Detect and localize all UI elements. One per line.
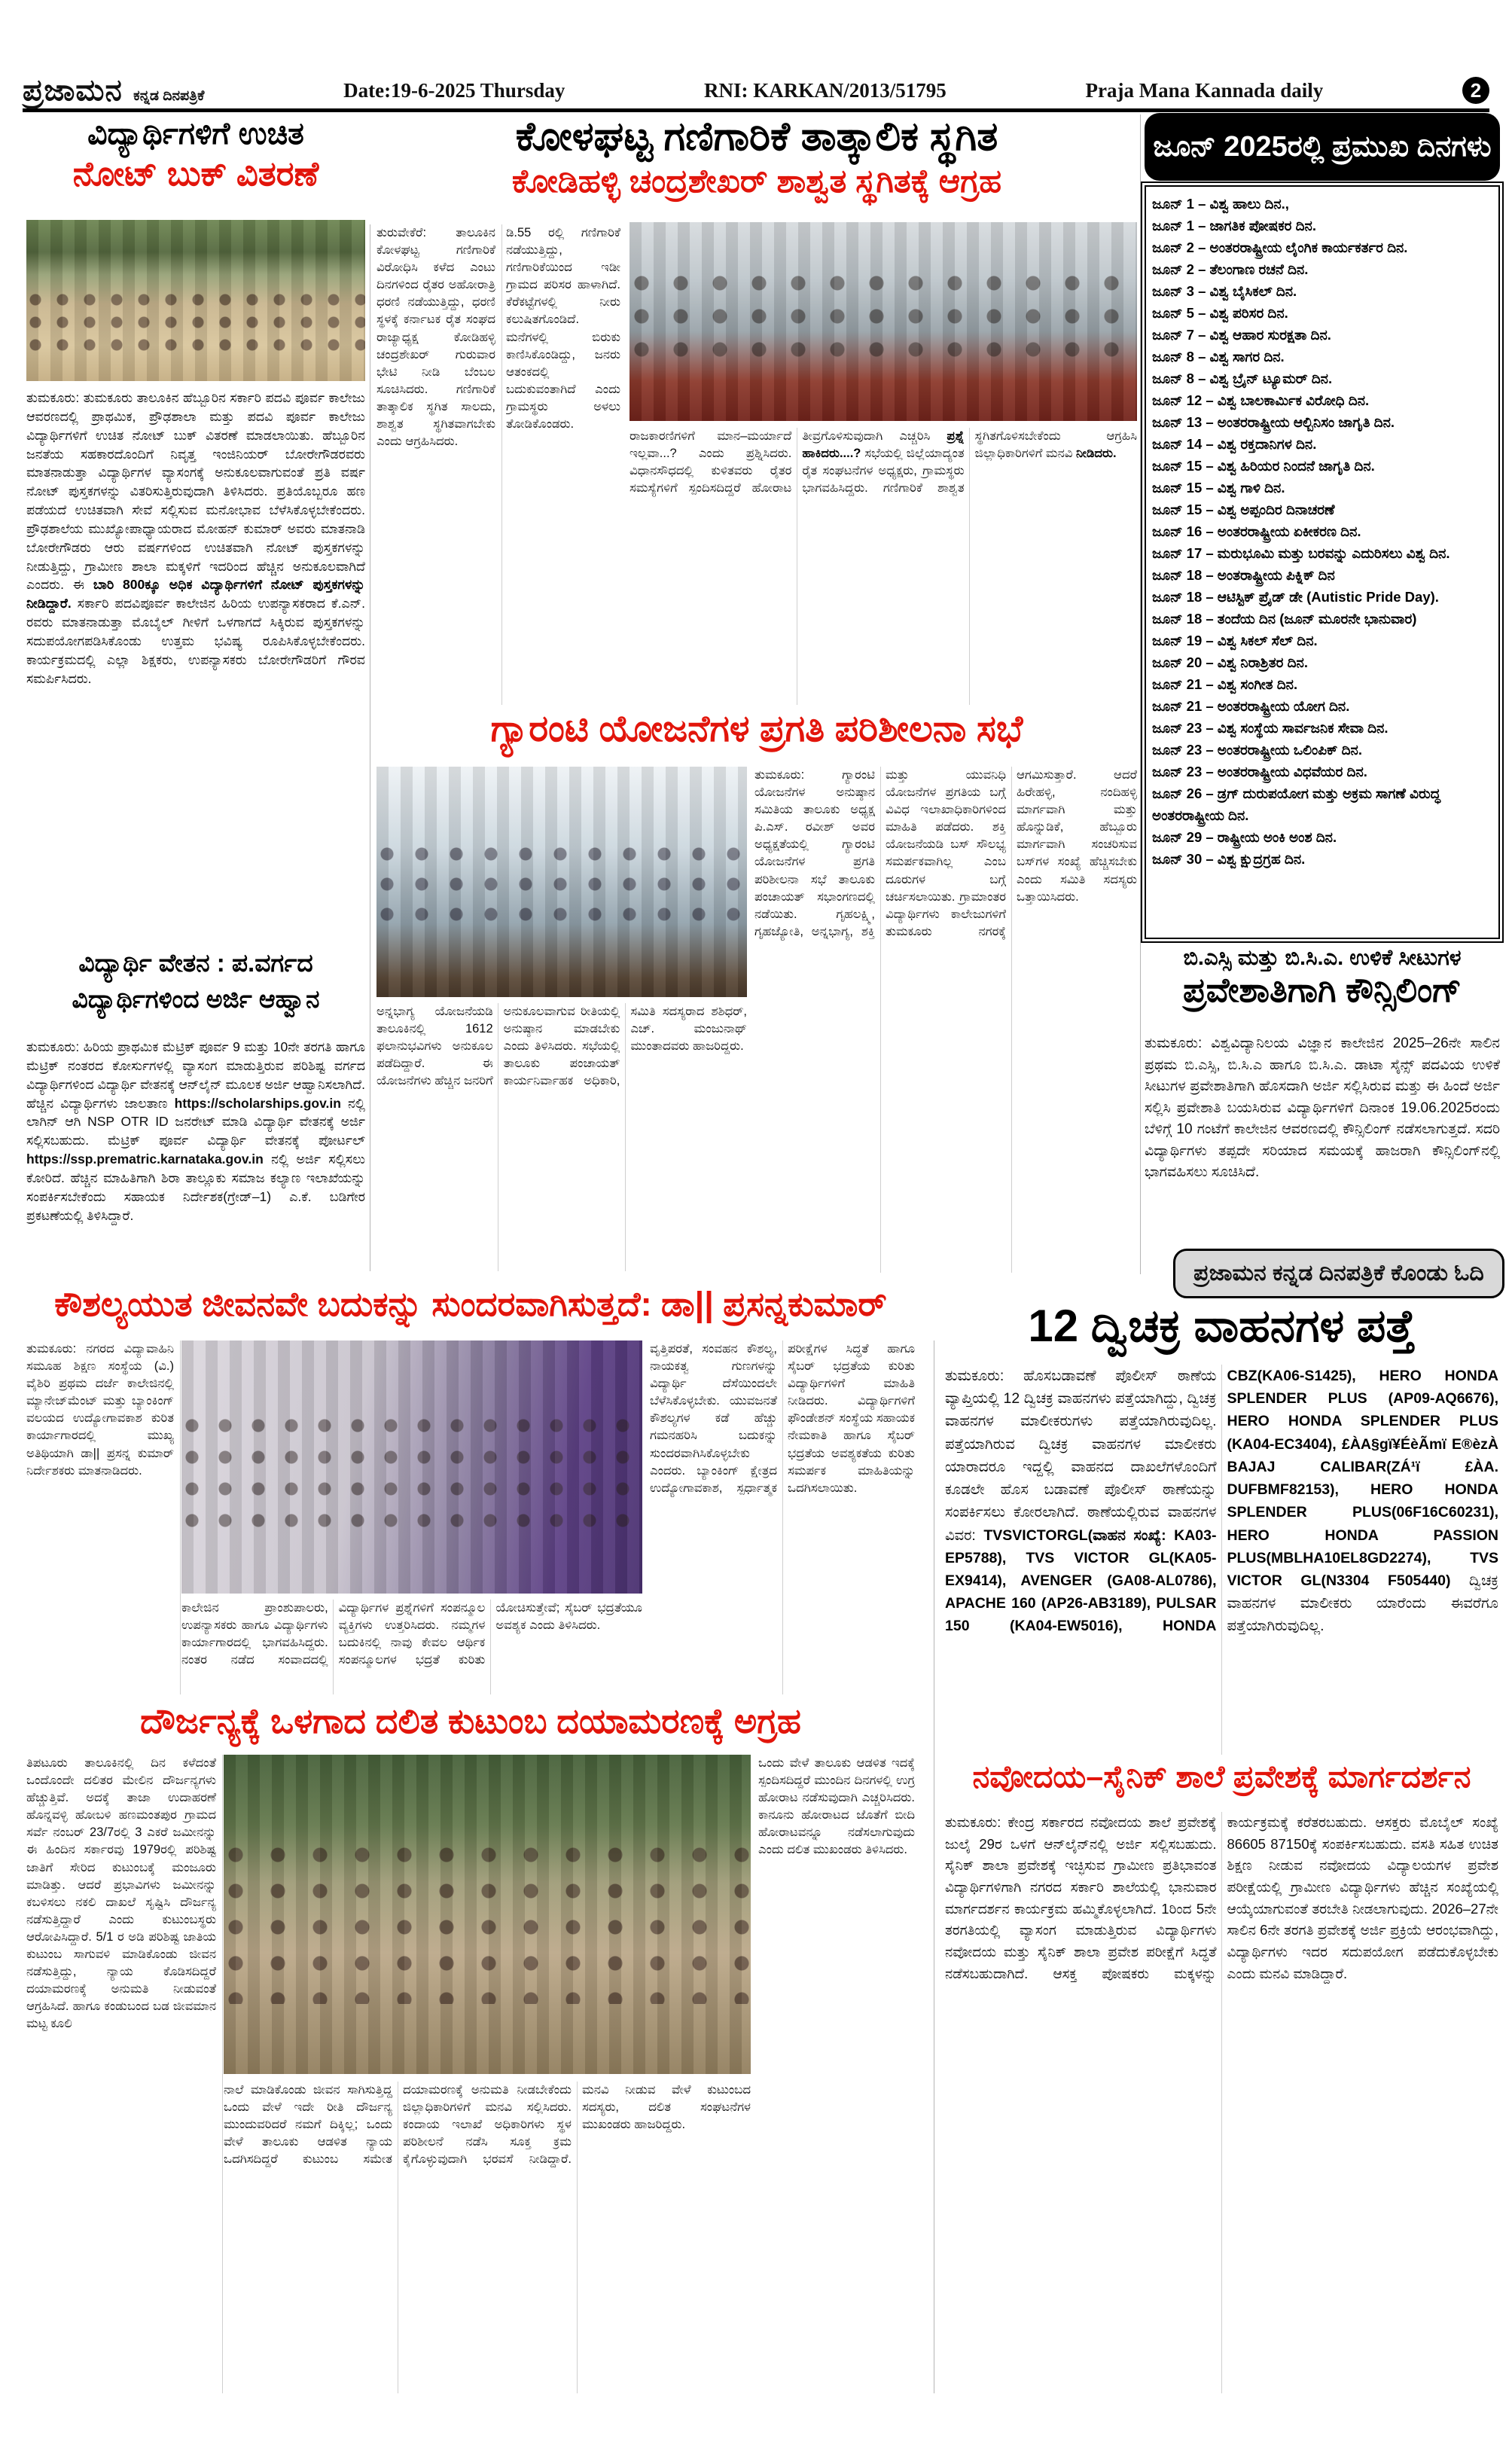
mining-col-b: ಡಿ.55 ರಲ್ಲಿ ಗಣಿಗಾರಿಕೆ ನಡೆಯುತ್ತಿದ್ದು, ಗಣಿಗಾರಿಕೆಯಿಂದ ಇಡೀ ಗ್ರಾಮದ ಪರಿಸರ ಹಾಳಾಗಿದೆ. ಕೆರೆಕಟ್ಟೆಗಳಲ್ಲಿ ನೀರು ಕಲುಷಿತಗೊಂಡಿದೆ. ಮನೆಗಳಲ್ಲಿ ಬಿರುಕು ಕಾಣಿಸಿಕೊಂಡಿದ್ದು, ಜನರು ಆತಂಕದಲ್ಲಿ ಬದುಕುವಂತಾಗಿದೆ ಎಂದು ಗ್ರಾಮಸ್ಥರು ಅಳಲು ತೋಡಿಕೊಂಡರು. xyxy=(506,226,620,432)
vehicles-outro: ದ್ವಿಚಕ್ರ ವಾಹನಗಳ ಮಾಲೀಕರು ಯಾರೆಂದು ಈವರೆಗೂ ಪತ್ತೆಯಾಗಿರುವುದಿಲ್ಲ. xyxy=(1227,1572,1498,1635)
june-day-item: ಜೂನ್ 30 – ವಿಶ್ವ ಕ್ಷುದ್ರಗ್ರಹ ದಿನ. xyxy=(1152,851,1306,867)
june-day-item: ಜೂನ್ 23 – ಅಂತರರಾಷ್ಟ್ರೀಯ ವಿಧವೆಯರ ದಿನ. xyxy=(1152,764,1367,779)
dalit-headline: ದೌರ್ಜನ್ಯಕ್ಕೆ ಒಳಗಾದ ದಲಿತ ಕುಟುಂಬ ದಯಾಮರಣಕ್ಕೆ ಅಗ್ರಹ xyxy=(140,1701,801,1740)
notebook-headline-red: ನೋಟ್ ಬುಕ್ ವಿತರಣೆ xyxy=(72,154,319,194)
buy-and-read-text: ಪ್ರಜಾಮನ ಕನ್ನಡ ದಿನಪತ್ರಿಕೆ ಕೊಂಡು ಓದಿ xyxy=(1193,1261,1484,1286)
issue-date: Date:19-6-2025 Thursday xyxy=(343,78,565,102)
scholarship-body-1: ತುಮಕೂರು: ಹಿರಿಯ ಪ್ರಾಥಮಿಕ ಮೆಟ್ರಿಕ್ ಪೂರ್ವ 9 ಮತ್ತು 10ನೇ ತರಗತಿ ಹಾಗೂ ಮೆಟ್ರಿಕ್ ನಂತರದ ಕೋರ್ಸುಗಳಲ್ಲಿ ವ್ಯಾಸಂಗ ಮಾಡುತ್ತಿರುವ ಪರಿಶಿಷ್ಟ ವರ್ಗದ ವಿದ್ಯಾರ್ಥಿಗಳಿಂದ ವಿದ್ಯಾರ್ಥಿ ವೇತನಕ್ಕೆ ಆನ್‌ಲೈನ್ ಮೂಲಕ ಅರ್ಜಿ ಆಹ್ವಾನಿಸಲಾಗಿದೆ. ಹೆಚ್ಚಿನ ವಿದ್ಯಾರ್ಥಿಗಳು ಜಾಲತಾಣ xyxy=(26,1039,365,1111)
notebook-headline-black: ವಿದ್ಯಾರ್ಥಿಗಳಿಗೆ ಉಚಿತ xyxy=(87,116,304,151)
june-day-item: ಜೂನ್ 23 – ವಿಶ್ವ ಸಂಸ್ಥೆಯ ಸಾರ್ವಜನಿಕ ಸೇವಾ ದಿನ. xyxy=(1152,720,1389,736)
buy-and-read-box xyxy=(1173,1249,1504,1298)
june-day-item: ಜೂನ್ 5 – ವಿಶ್ವ ಪರಿಸರ ದಿನ. xyxy=(1152,305,1288,321)
vehicles-article-body xyxy=(945,1365,1498,1755)
scholarship-headline xyxy=(26,945,365,1028)
paper-logo xyxy=(23,74,204,108)
paper-name-english: Praja Mana Kannada daily xyxy=(1085,78,1324,102)
scholarship-url-2: https://ssp.prematric.karnataka.gov.in xyxy=(26,1151,264,1167)
guarantee-right-columns: ತುಮಕೂರು: ಗ್ಯಾರಂಟಿ ಯೋಜನೆಗಳ ಅನುಷ್ಠಾನ ಸಮಿತಿಯ ತಾಲೂಕು ಅಧ್ಯಕ್ಷ ಪಿ.ಎಸ್. ರವೀಶ್ ಅವರ ಅಧ್ಯಕ್ಷತೆಯಲ್ಲಿ ಗ್ಯಾರಂಟಿ ಯೋಜನೆಗಳ ಪ್ರಗತಿ ಪರಿಶೀಲನಾ ಸಭೆ ತಾಲೂಕು ಪಂಚಾಯತ್ ಸಭಾಂಗಣದಲ್ಲಿ ನಡೆಯಿತು. ಗೃಹಲಕ್ಷ್ಮಿ, ಗೃಹಜ್ಯೋತಿ, ಅನ್ನಭಾಗ್ಯ, ಶಕ್ತಿ ಮತ್ತು ಯುವನಿಧಿ ಯೋಜನೆಗಳ ಪ್ರಗತಿಯ ಬಗ್ಗೆ ವಿವಿಧ ಇಲಾಖಾಧಿಕಾರಿಗಳಿಂದ ಮಾಹಿತಿ ಪಡೆದರು. ಶಕ್ತಿ ಯೋಜನೆಯಡಿ ಬಸ್ ಸೌಲಭ್ಯ ಸಮರ್ಪಕವಾಗಿಲ್ಲ ಎಂಬ ದೂರುಗಳ ಬಗ್ಗೆ ಚರ್ಚಿಸಲಾಯಿತು. ಗ್ರಾಮಾಂತರ ವಿದ್ಯಾರ್ಥಿಗಳು ಕಾಲೇಜುಗಳಿಗೆ ತುಮಕೂರು ನಗರಕ್ಕೆ ಆಗಮಿಸುತ್ತಾರೆ. ಆದರೆ ಹಿರೇಹಳ್ಳಿ, ನಂದಿಹಳ್ಳಿ ಮಾರ್ಗವಾಗಿ ಮತ್ತು ಹೊನ್ನುಡಿಕೆ, ಹೆಬ್ಬೂರು ಮಾರ್ಗವಾಗಿ ಸಂಚರಿಸುವ ಬಸ್‌ಗಳ ಸಂಖ್ಯೆ ಹೆಚ್ಚಿಸಬೇಕು ಎಂದು ಸಮಿತಿ ಸದಸ್ಯರು ಒತ್ತಾಯಿಸಿದರು. xyxy=(754,768,1137,938)
vehicles-list-1: TVSVICTORGL(ವಾಹನ ಸಂಖ್ಯೆ: KA03-EP5788), TVS VICTOR GL(KA05-EX9414), AVENGER (GA08-AL0786), APACHE 160 (AP26-AB3189), xyxy=(945,1527,1217,1612)
guarantee-headline: ಗ್ಯಾರಂಟಿ ಯೋಜನೆಗಳ ಪ್ರಗತಿ ಪರಿಶೀಲನಾ ಸಭೆ xyxy=(490,709,1023,749)
mining-headline xyxy=(376,113,1137,203)
june-day-item: ಜೂನ್ 18 – ಆಟಿಸ್ಟಿಕ್ ಪ್ರೈಡ್ ಡೇ (Autistic Pride Day). xyxy=(1152,589,1439,605)
photo-mining-protest-officials xyxy=(629,222,1137,421)
counselling-headline-1: ಬಿ.ಎಸ್ಸಿ ಮತ್ತು ಬಿ.ಸಿ.ಎ. ಉಳಿಕೆ ಸೀಟುಗಳ xyxy=(1183,946,1462,970)
june-day-item: ಜೂನ್ 26 – ಡ್ರಗ್ ದುರುಪಯೋಗ ಮತ್ತು ಅಕ್ರಮ ಸಾಗಣೆ ವಿರುದ್ಧ ಅಂತರರಾಷ್ಟ್ರೀಯ ದಿನ. xyxy=(1152,785,1441,823)
paper-logo-kannada: ಪ್ರಜಾಮನ xyxy=(23,73,123,107)
mining-headline-black: ಕೋಳಘಟ್ಟ ಗಣಿಗಾರಿಕೆ ತಾತ್ಕಾಲಿಕ ಸ್ಥಗಿತ xyxy=(515,114,998,159)
june-day-item: ಜೂನ್ 21 – ವಿಶ್ವ ಸಂಗೀತ ದಿನ. xyxy=(1152,676,1298,692)
june-day-item: ಜೂನ್ 7 – ವಿಶ್ವ ಆಹಾರ ಸುರಕ್ಷತಾ ದಿನ. xyxy=(1152,327,1331,343)
mining-under-1: ರಾಜಕಾರಣಿಗಳಿಗೆ ಮಾನ–ಮರ್ಯಾದೆ ಇಲ್ಲವಾ...? ಎಂದು ಪ್ರಶ್ನಿಸಿದರು. ವಿಧಾನಸೌಧದಲ್ಲಿ ಕುಳಿತವರು ರೈತರ ಸಮಸ್ಯೆಗಳಿಗೆ ಸ್ಪಂದಿಸದಿದ್ದರೆ ಹೋರಾಟ ತೀವ್ರಗೊಳಿಸುವುದಾಗಿ ಎಚ್ಚರಿಸಿ xyxy=(629,429,947,496)
scholarship-headline-1: ವಿದ್ಯಾರ್ಥಿ ವೇತನ : ಪ.ವರ್ಗದ xyxy=(78,949,313,977)
june-day-item: ಜೂನ್ 15 – ವಿಶ್ವ ಗಾಳಿ ದಿನ. xyxy=(1152,480,1285,496)
june-day-item: ಜೂನ್ 3 – ವಿಶ್ವ ಬೈಸಿಕಲ್ ದಿನ. xyxy=(1152,283,1297,299)
june-day-item: ಜೂನ್ 8 – ವಿಶ್ವ ಬ್ರೈನ್ ಟ್ಯೂಮರ್ ದಿನ. xyxy=(1152,371,1333,386)
june-day-item: ಜೂನ್ 15 – ವಿಶ್ವ ಹಿರಿಯರ ನಿಂದನೆ ಜಾಗೃತಿ ದಿನ. xyxy=(1152,458,1375,474)
mining-bold-question: ಪ್ರಶ್ನೆ ಹಾಕಿದರು....? xyxy=(802,429,965,461)
scholarship-url-1: https://scholarships.gov.in xyxy=(174,1095,341,1111)
rni-number: RNI: KARKAN/2013/51795 xyxy=(704,78,947,102)
navodaya-headline: ನವೋದಯ–ಸೈನಿಕ್ ಶಾಲೆ ಪ್ರವೇಶಕ್ಕೆ ಮಾರ್ಗದರ್ಶನ xyxy=(972,1759,1471,1794)
june-day-item: ಜೂನ್ 2 – ತೆಲಂಗಾಣ ರಚನೆ ದಿನ. xyxy=(1152,261,1309,277)
june-day-item: ಜೂನ್ 1 – ವಿಶ್ವ ಹಾಲು ದಿನ., xyxy=(1152,196,1289,212)
notebook-body-2: ಸರ್ಕಾರಿ ಪದವಿಪೂರ್ವ ಕಾಲೇಜಿನ ಹಿರಿಯ ಉಪನ್ಯಾಸಕರಾದ ಕೆ.ಎನ್. ರವರು ಮಾತನಾಡುತ್ತಾ ಮೊಬೈಲ್ ಗೀಳಿಗೆ ಒಳಗಾಗದೆ ಸಿಕ್ಕಿರುವ ಪುಸ್ತಕಗಳನ್ನು ಸದುಪಯೋಗಪಡಿಸಿಕೊಂಡು ಉತ್ತಮ ಭವಿಷ್ಯ ರೂಪಿಸಿಕೊಳ್ಳಬೇಕೆಂದರು. ಕಾರ್ಯಕ್ರಮದಲ್ಲಿ ಎಲ್ಲಾ ಶಿಕ್ಷಕರು, ಉಪನ್ಯಾಸಕರು ಬೋರೇಗೌಡರಿಗೆ ಗೌರವ ಸಮರ್ಪಿಸಿದರು. xyxy=(26,596,365,686)
scholarship-article-body xyxy=(26,1038,365,1273)
dalit-col-right: ಒಂದು ವೇಳೆ ತಾಲೂಕು ಆಡಳಿತ ಇದಕ್ಕೆ ಸ್ಪಂದಿಸದಿದ್ದರೆ ಮುಂದಿನ ದಿನಗಳಲ್ಲಿ ಉಗ್ರ ಹೋರಾಟ ನಡೆಸುವುದಾಗಿ ಎಚ್ಚರಿಸಿದರು. ಕಾನೂನು ಹೋರಾಟದ ಜೊತೆಗೆ ಬೀದಿ ಹೋರಾಟವನ್ನೂ ನಡೆಸಲಾಗುವುದು ಎಂದು ದಲಿತ ಮುಖಂಡರು ತಿಳಿಸಿದರು. xyxy=(758,1756,915,1857)
skill-col-1: ತುಮಕೂರು: ನಗರದ ವಿದ್ಯಾವಾಹಿನಿ ಸಮೂಹ ಶಿಕ್ಷಣ ಸಂಸ್ಥೆಯ (ವಿ.) ವೈಶಿರಿ ಪ್ರಥಮ ದರ್ಜೆ ಕಾಲೇಜಿನಲ್ಲಿ ಮ್ಯಾನೇಜ್‌ಮೆಂಟ್ ಮತ್ತು ಬ್ಯಾಂಕಿಂಗ್ ವಲಯದ ಉದ್ಯೋಗಾವಕಾಶ ಕುರಿತ ಕಾರ್ಯಾಗಾರದಲ್ಲಿ ಮುಖ್ಯ ಅತಿಥಿಯಾಗಿ ಡಾ|| ಪ್ರಸನ್ನ ಕುಮಾರ್ ನಿರ್ದೇಶಕರು ಮಾತನಾಡಿದರು. xyxy=(26,1341,181,1694)
column-rule-sidebar xyxy=(1140,114,1141,1274)
june-day-item: ಜೂನ್ 1 – ಜಾಗತಿಕ ಪೋಷಕರ ದಿನ. xyxy=(1152,218,1316,233)
vehicles-list-2: PULSAR 150 (KA04-EW5016), HONDA CBZ(KA06-S1425), HERO HONDA SPLENDER PLUS (AP09-AQ6676), HERO HONDA SPLENDER PLUS (KA04-EC3404), £ÀA§gï¥ÉèÃmï E®èzÀ BAJAJ CALIBAR(ZÁ¹ï £ÀA. DUFBMF82153), HERO HONDA SPLENDER PLUS(06F16C60231), HERO HONDA PASSION PLUS(MBLHA10EL8GD2274), TVS VICTOR GL(N3304 F505440) xyxy=(945,1368,1498,1635)
june-day-item: ಜೂನ್ 8 – ವಿಶ್ವ ಸಾಗರ ದಿನ. xyxy=(1152,349,1285,364)
dalit-col-1: ತಿಪಟೂರು ತಾಲೂಕಿನಲ್ಲಿ ದಿನ ಕಳೆದಂತೆ ಒಂದೊಂದೇ ದಲಿತರ ಮೇಲಿನ ದೌರ್ಜನ್ಯಗಳು ಹೆಚ್ಚುತ್ತಿವೆ. ಅದಕ್ಕೆ ತಾಜಾ ಉದಾಹರಣೆ ಹೊನ್ನವಳ್ಳಿ ಹೋಬಳಿ ಹಣಮಂತಪುರ ಗ್ರಾಮದ ಸರ್ವೆ ನಂಬರ್ 23/7ರಲ್ಲಿ 3 ಎಕರೆ ಜಮೀನನ್ನು ಈ ಹಿಂದಿನ ಸರ್ಕಾರವು 1979ರಲ್ಲಿ ಪರಿಶಿಷ್ಟ ಜಾತಿಗೆ ಸೇರಿದ ಕುಟುಂಬಕ್ಕೆ ಮಂಜೂರು ಮಾಡಿತ್ತು. ಆದರೆ ಪ್ರಭಾವಿಗಳು ಜಮೀನನ್ನು ಕಬಳಿಸಲು ನಕಲಿ ದಾಖಲೆ ಸೃಷ್ಟಿಸಿ ದೌರ್ಜನ್ಯ ನಡೆಸುತ್ತಿದ್ದಾರೆ ಎಂದು ಕುಟುಂಬಸ್ಥರು ಆರೋಪಿಸಿದ್ದಾರೆ. 5/1 ರ ಅಡಿ ಪರಿಶಿಷ್ಟ ಜಾತಿಯ ಕುಟುಂಬ ಸಾಗುವಳಿ ಮಾಡಿಕೊಂಡು ಜೀವನ ನಡೆಸುತ್ತಿದ್ದು, ನ್ಯಾಯ ಕೊಡಿಸದಿದ್ದರೆ ದಯಾಮರಣಕ್ಕೆ ಅನುಮತಿ ನೀಡುವಂತೆ ಆಗ್ರಹಿಸಿದೆ. ಹಾಗೂ ಕಂಡುಬಂದ ಬಡ ಜೀವಮಾನ ಮಟ್ಟ ಕೂಲಿ xyxy=(26,1755,223,2393)
masthead xyxy=(23,72,1489,112)
mining-under-photo-text xyxy=(629,428,1137,705)
photo-guarantee-review-meeting xyxy=(376,767,747,997)
june-days-list xyxy=(1152,193,1492,870)
mining-under-2: ಸಭೆಯಲ್ಲಿ ಜಿಲ್ಲೆಯಾದ್ಯಂತ ರೈತ ಸಂಘಟನೆಗಳ ಅಧ್ಯಕ್ಷರು, ಗ್ರಾಮಸ್ಥರು ಭಾಗವಹಿಸಿದ್ದರು. ಗಣಿಗಾರಿಕೆ ಶಾಶ್ವತ ಸ್ಥಗಿತಗೊಳಿಸಬೇಕೆಂದು ಆಗ್ರಹಿಸಿ ಜಿಲ್ಲಾಧಿಕಾರಿಗಳಿಗೆ ಮನವಿ xyxy=(802,429,1137,496)
skill-headline: ಕೌಶಲ್ಯಯುತ ಜೀವನವೇ ಬದುಕನ್ನು ಸುಂದರವಾಗಿಸುತ್ತದೆ: ಡಾ|| ಪ್ರಸನ್ನಕುಮಾರ್ xyxy=(54,1285,887,1323)
counselling-headline-2: ಪ್ರವೇಶಾತಿಗಾಗಿ ಕೌನ್ಸಿಲಿಂಗ್ xyxy=(1182,971,1462,1009)
june-days-title-text: ಜೂನ್ 2025ರಲ್ಲಿ ಪ್ರಮುಖ ದಿನಗಳು xyxy=(1153,130,1492,163)
skill-cols-2: ವೃತ್ತಿಪರತೆ, ಸಂವಹನ ಕೌಶಲ್ಯ, ನಾಯಕತ್ವ ಗುಣಗಳನ್ನು ವಿದ್ಯಾರ್ಥಿ ದೆಸೆಯಿಂದಲೇ ಬೆಳೆಸಿಕೊಳ್ಳಬೇಕು. ಯುವಜನತೆ ಕೌಶಲ್ಯಗಳ ಕಡೆ ಹೆಚ್ಚು ಗಮನಹರಿಸಿ ಬದುಕನ್ನು ಸುಂದರವಾಗಿಸಿಕೊಳ್ಳಬೇಕು ಎಂದರು. ಬ್ಯಾಂಕಿಂಗ್ ಕ್ಷೇತ್ರದ ಉದ್ಯೋಗಾವಕಾಶ, ಸ್ಪರ್ಧಾತ್ಮಕ ಪರೀಕ್ಷೆಗಳ ಸಿದ್ಧತೆ ಹಾಗೂ ಸೈಬರ್ ಭದ್ರತೆಯ ಕುರಿತು ವಿದ್ಯಾರ್ಥಿಗಳಿಗೆ ಮಾಹಿತಿ ನೀಡಿದರು. ವಿದ್ಯಾರ್ಥಿಗಳಿಗೆ ಫೌಂಡೇಶನ್ ಸಂಸ್ಥೆಯ ಸಹಾಯಕ ನೇಮಕಾತಿ ಹಾಗೂ ಸೈಬರ್ ಭದ್ರತೆಯ ಅವಶ್ಯಕತೆಯ ಕುರಿತು ಸಮರ್ಪಕ ಮಾಹಿತಿಯನ್ನು ಒದಗಿಸಲಾಯಿತು. xyxy=(650,1342,915,1495)
june-day-item: ಜೂನ್ 14 – ವಿಶ್ವ ರಕ್ತದಾನಿಗಳ ದಿನ. xyxy=(1152,436,1317,452)
notebook-body-1: ತುಮಕೂರು: ತುಮಕೂರು ತಾಲೂಕಿನ ಹೆಬ್ಬೂರಿನ ಸರ್ಕಾರಿ ಪದವಿ ಪೂರ್ವ ಕಾಲೇಜು ಆವರಣದಲ್ಲಿ ಪ್ರಾಥಮಿಕ, ಪ್ರೌಢಶಾಲಾ ಮತ್ತು ಪದವಿ ಪೂರ್ವ ಕಾಲೇಜು ವಿದ್ಯಾರ್ಥಿಗಳಿಗೆ ಉಚಿತ ನೋಟ್ ಬುಕ್ ವಿತರಣೆ ಮಾಡಲಾಯಿತು. ಹೆಬ್ಬೂರಿನ ಜನತೆಯ ಸಹಕಾರದೊಂದಿಗೆ ನಿವೃತ್ತ ಇಂಜಿನಿಯರ್ ಬೋರೇಗೌಡರವರು ಮಾತನಾಡುತ್ತಾ ವಿದ್ಯಾರ್ಥಿಗಳ ವ್ಯಾಸಂಗಕ್ಕೆ ಅನುಕೂಲವಾಗುವಂತೆ ಪ್ರತಿ ವರ್ಷ ನೋಟ್ ಪುಸ್ತಕಗಳನ್ನು ವಿತರಿಸುತ್ತಿರುವುದಾಗಿ ತಿಳಿಸಿದರು. ಪ್ರತಿಯೊಬ್ಬರೂ ಹಣ ಪಡೆಯದೆ ಉಚಿತವಾಗಿ ಸೇವೆ ಸಲ್ಲಿಸುವ ಮನೋಭಾವ ಬೆಳೆಸಿಕೊಳ್ಳಬೇಕೆಂದರು. ಪ್ರೌಢಶಾಲೆಯ ಮುಖ್ಯೋಪಾಧ್ಯಾಯರಾದ ಮೋಹನ್ ಕುಮಾರ್ ಅವರು ಮಾತನಾಡಿ ಬೋರೇಗೌಡರು ಆರು ವರ್ಷಗಳಿಂದ ಉಚಿತವಾಗಿ ನೋಟ್ ಪುಸ್ತಕಗಳನ್ನು ನೀಡುತ್ತಿದ್ದು, ಗ್ರಾಮೀಣ ಶಾಲಾ ಮಕ್ಕಳಿಗೆ ಇದರಿಂದ ಹೆಚ್ಚಿನ ಅನುಕೂಲವಾಗಿದೆ ಎಂದರು. ಈ xyxy=(26,390,365,593)
counselling-headline xyxy=(1145,946,1500,1029)
june-day-item: ಜೂನ್ 18 – ಅಂತರಾಷ್ಟ್ರೀಯ ಪಿಕ್ನಿಕ್ ದಿನ xyxy=(1152,567,1335,583)
photo-dalit-family xyxy=(224,1755,751,2074)
mining-col-a: ತುರುವೇಕೆರೆ: ತಾಲೂಕಿನ ಕೋಳಘಟ್ಟ ಗಣಿಗಾರಿಕೆ ವಿರೋಧಿಸಿ ಕಳೆದ ಎಂಟು ದಿನಗಳಿಂದ ರೈತರ ಅಹೋರಾತ್ರಿ ಧರಣಿ ನಡೆಯುತ್ತಿದ್ದು, ಧರಣಿ ಸ್ಥಳಕ್ಕೆ ಕರ್ನಾಟಕ ರೈತ ಸಂಘದ ರಾಜ್ಯಾಧ್ಯಕ್ಷ ಕೋಡಿಹಳ್ಳಿ ಚಂದ್ರಶೇಖರ್ ಗುರುವಾರ ಭೇಟಿ ನೀಡಿ ಬೆಂಬಲ ಸೂಚಿಸಿದರು. ಗಣಿಗಾರಿಕೆ ತಾತ್ಕಾಲಿಕ ಸ್ಥಗಿತ ಸಾಲದು, ಶಾಶ್ವತ ಸ್ಥಗಿತವಾಗಬೇಕು ಎಂದು ಆಗ್ರಹಿಸಿದರು. xyxy=(376,224,502,705)
june-day-item: ಜೂನ್ 12 – ವಿಶ್ವ ಬಾಲಕಾರ್ಮಿಕ ವಿರೋಧಿ ದಿನ. xyxy=(1152,392,1370,408)
skill-under-photo-text: ಕಾಲೇಜಿನ ಪ್ರಾಂಶುಪಾಲರು, ಉಪನ್ಯಾಸಕರು ಹಾಗೂ ವಿದ್ಯಾರ್ಥಿಗಳು ಕಾರ್ಯಾಗಾರದಲ್ಲಿ ಭಾಗವಹಿಸಿದ್ದರು. ನಂತರ ನಡೆದ ಸಂವಾದದಲ್ಲಿ ವಿದ್ಯಾರ್ಥಿಗಳ ಪ್ರಶ್ನೆಗಳಿಗೆ ಸಂಪನ್ಮೂಲ ವ್ಯಕ್ತಿಗಳು ಉತ್ತರಿಸಿದರು. ನಮ್ಮಗಳ ಬದುಕಿನಲ್ಲಿ ನಾವು ಕೇವಲ ಆರ್ಥಿಕ ಸಂಪನ್ಮೂಲಗಳ ಭದ್ರತೆ ಕುರಿತು ಯೋಚಿಸುತ್ತೇವೆ; ಸೈಬರ್ ಭದ್ರತೆಯೂ ಅವಶ್ಯಕ ಎಂದು ತಿಳಿಸಿದರು. xyxy=(181,1601,642,1667)
june-day-item: ಜೂನ್ 29 – ರಾಷ್ಟ್ರೀಯ ಅಂಕಿ ಅಂಶ ದಿನ. xyxy=(1152,829,1337,845)
june-day-item: ಜೂನ್ 2 – ಅಂತರರಾಷ್ಟ್ರೀಯ ಲೈಂಗಿಕ ಕಾರ್ಯಕರ್ತರ ದಿನ. xyxy=(1152,239,1408,255)
guarantee-under-columns: ಅನ್ನಭಾಗ್ಯ ಯೋಜನೆಯಡಿ ತಾಲೂಕಿನಲ್ಲಿ 1612 ಫಲಾನುಭವಿಗಳು ಅನುಕೂಲ ಪಡೆದಿದ್ದಾರೆ. ಈ ಯೋಜನೆಗಳು ಹೆಚ್ಚಿನ ಜನರಿಗೆ ಅನುಕೂಲವಾಗುವ ರೀತಿಯಲ್ಲಿ ಅನುಷ್ಠಾನ ಮಾಡಬೇಕು ಎಂದು ತಿಳಿಸಿದರು. ಸಭೆಯಲ್ಲಿ ತಾಲೂಕು ಪಂಚಾಯತ್ ಕಾರ್ಯನಿರ್ವಾಹಕ ಅಧಿಕಾರಿ, ಸಮಿತಿ ಸದಸ್ಯರಾದ ಶಶಿಧರ್, ಎಚ್. ಮಂಜುನಾಥ್ ಮುಂತಾದವರು ಹಾಜರಿದ್ದರು. xyxy=(376,1005,747,1088)
june-days-title xyxy=(1145,113,1500,181)
counselling-article-body: ತುಮಕೂರು: ವಿಶ್ವವಿದ್ಯಾನಿಲಯ ವಿಜ್ಞಾನ ಕಾಲೇಜಿನ 2025–26ನೇ ಸಾಲಿನ ಪ್ರಥಮ ಬಿ.ಎಸ್ಸಿ, ಬಿ.ಸಿ.ಎ ಹಾಗೂ ಬಿ.ಸಿ.ಎ. ಡಾಟಾ ಸೈನ್ಸ್ ಪದವಿಯ ಉಳಿಕೆ ಸೀಟುಗಳ ಪ್ರವೇಶಾತಿಗಾಗಿ ಹೊಸದಾಗಿ ಅರ್ಜಿ ಸಲ್ಲಿಸಿರುವ ಮತ್ತು ಈ ಹಿಂದೆ ಅರ್ಜಿ ಸಲ್ಲಿಸಿ ಪ್ರವೇಶಾತಿ ಬಯಸಿರುವ ವಿದ್ಯಾರ್ಥಿಗಳಿಗೆ ದಿನಾಂಕ 19.06.2025ರಂದು ಬೆಳಿಗ್ಗೆ 10 ಗಂಟೆಗೆ ಕಾಲೇಜಿನ ಆವರಣದಲ್ಲಿ ಕೌನ್ಸಿಲಿಂಗ್ ನಡೆಸಲಾಗುತ್ತದೆ. ಸದರಿ ವಿದ್ಯಾರ್ಥಿಗಳು ತಪ್ಪದೇ ಸರಿಯಾದ ಸಮಯಕ್ಕೆ ಹಾಜರಾಗಿ ಕೌನ್ಸಿಲಿಂಗ್‌ನಲ್ಲಿ ಭಾಗವಹಿಸಲು ಸೂಚಿಸಿದೆ. xyxy=(1145,1035,1500,1180)
mining-bold-needidaru: ನೀಡಿದರು. xyxy=(1076,447,1117,461)
photo-college-seminar-group xyxy=(181,1341,642,1594)
june-day-item: ಜೂನ್ 21 – ಅಂತರರಾಷ್ಟ್ರೀಯ ಯೋಗ ದಿನ. xyxy=(1152,698,1350,714)
june-day-item: ಜೂನ್ 13 – ಅಂತರರಾಷ್ಟ್ರೀಯ ಆಲ್ಬಿನಿಸಂ ಜಾಗೃತಿ ದಿನ. xyxy=(1152,414,1395,430)
scholarship-body-3: ನಲ್ಲಿ ಅರ್ಜಿ ಸಲ್ಲಿಸಲು ಕೋರಿದೆ. ಹೆಚ್ಚಿನ ಮಾಹಿತಿಗಾಗಿ ಶಿರಾ ತಾಲ್ಲೂಕು ಸಮಾಜ ಕಲ್ಯಾಣ ಇಲಾಖೆಯನ್ನು ಸಂಪರ್ಕಿಸಬೇಕೆಂದು ಸಹಾಯಕ ನಿರ್ದೇಶಕ(ಗ್ರೇಡ್–1) ಎ.ಕೆ. ಬಡಿಗೇರ ಪ್ರಕಟಣೆಯಲ್ಲಿ ತಿಳಿಸಿದ್ದಾರೆ. xyxy=(26,1151,365,1223)
vehicles-intro: ತುಮಕೂರು: ಹೊಸಬಡಾವಣೆ ಪೊಲೀಸ್ ಠಾಣೆಯ ವ್ಯಾಪ್ತಿಯಲ್ಲಿ 12 ದ್ವಿಚಕ್ರ ವಾಹನಗಳು ಪತ್ತೆಯಾಗಿದ್ದು, ದ್ವಿಚಕ್ರ ವಾಹನಗಳ ಮಾಲೀಕರುಗಳು ಪತ್ತೆಯಾಗಿರುವುದಿಲ್ಲ. ಪತ್ತೆಯಾಗಿರುವ ದ್ವಿಚಕ್ರ ವಾಹನಗಳ ಮಾಲೀಕರು ಯಾರಾದರೂ ಇದ್ದಲ್ಲಿ ವಾಹನದ ದಾಖಲೆಗಳೊಂದಿಗೆ ಕೂಡಲೇ ಹೊಸ ಬಡಾವಣೆ ಪೊಲೀಸ್ ಠಾಣೆಯನ್ನು ಸಂಪರ್ಕಿಸಲು ಕೋರಲಾಗಿದೆ. ಠಾಣೆಯಲ್ಲಿರುವ ವಾಹನಗಳ ವಿವರ: xyxy=(945,1368,1217,1544)
paper-logo-subtitle: ಕನ್ನಡ ದಿನಪತ್ರಿಕೆ xyxy=(133,87,205,104)
dalit-under-photo-text: ನಾಲೆ ಮಾಡಿಕೊಂಡು ಜೀವನ ಸಾಗಿಸುತ್ತಿದ್ದ ಒಂದು ವೇಳೆ ಇದೇ ರೀತಿ ದೌರ್ಜನ್ಯ ಮುಂದುವರಿದರೆ ನಮಗೆ ದಿಕ್ಕಿಲ್ಲ; ಒಂದು ವೇಳೆ ತಾಲೂಕು ಆಡಳಿತ ನ್ಯಾಯ ಒದಗಿಸದಿದ್ದರೆ ಕುಟುಂಬ ಸಮೇತ ದಯಾಮರಣಕ್ಕೆ ಅನುಮತಿ ನೀಡಬೇಕೆಂದು ಜಿಲ್ಲಾಧಿಕಾರಿಗಳಿಗೆ ಮನವಿ ಸಲ್ಲಿಸಿದರು. ಕಂದಾಯ ಇಲಾಖೆ ಅಧಿಕಾರಿಗಳು ಸ್ಥಳ ಪರಿಶೀಲನೆ ನಡೆಸಿ ಸೂಕ್ತ ಕ್ರಮ ಕೈಗೊಳ್ಳುವುದಾಗಿ ಭರವಸೆ ನೀಡಿದ್ದಾರೆ. ಮನವಿ ನೀಡುವ ವೇಳೆ ಕುಟುಂಬದ ಸದಸ್ಯರು, ದಲಿತ ಸಂಘಟನೆಗಳ ಮುಖಂಡರು ಹಾಜರಿದ್ದರು. xyxy=(224,2083,751,2167)
notebook-body-bold: ಬಾರಿ 800ಕ್ಕೂ ಅಧಿಕ ವಿದ್ಯಾರ್ಥಿಗಳಿಗೆ ನೋಟ್ ಪುಸ್ತಕಗಳನ್ನು ನೀಡಿದ್ದಾರೆ. xyxy=(26,577,365,612)
june-day-item: ಜೂನ್ 19 – ವಿಶ್ವ ಸಿಕಲ್ ಸೆಲ್ ದಿನ. xyxy=(1152,633,1318,648)
notebook-article-body xyxy=(26,389,365,938)
navodaya-article-body: ತುಮಕೂರು: ಕೇಂದ್ರ ಸರ್ಕಾರದ ನವೋದಯ ಶಾಲೆ ಪ್ರವೇಶಕ್ಕೆ ಜುಲೈ 29ರ ಒಳಗೆ ಆನ್‌ಲೈನ್‌ನಲ್ಲಿ ಅರ್ಜಿ ಸಲ್ಲಿಸಬಹುದು. ಸೈನಿಕ್ ಶಾಲಾ ಪ್ರವೇಶಕ್ಕೆ ಇಚ್ಛಿಸುವ ಗ್ರಾಮೀಣ ಪ್ರತಿಭಾವಂತ ವಿದ್ಯಾರ್ಥಿಗಳಿಗಾಗಿ ನಗರದ ಸರ್ಕಾರಿ ಶಾಲೆಯಲ್ಲಿ ಭಾನುವಾರ ಮಾರ್ಗದರ್ಶನ ಕಾರ್ಯಕ್ರಮ ಹಮ್ಮಿಕೊಳ್ಳಲಾಗಿದೆ. 1ರಿಂದ 5ನೇ ತರಗತಿಯಲ್ಲಿ ವ್ಯಾಸಂಗ ಮಾಡುತ್ತಿರುವ ವಿದ್ಯಾರ್ಥಿಗಳು ನವೋದಯ ಮತ್ತು ಸೈನಿಕ್ ಶಾಲಾ ಪ್ರವೇಶ ಪರೀಕ್ಷೆಗೆ ಸಿದ್ಧತೆ ನಡೆಸಬಹುದಾಗಿದೆ. ಆಸಕ್ತ ಪೋಷಕರು ಮಕ್ಕಳನ್ನು ಕಾರ್ಯಕ್ರಮಕ್ಕೆ ಕರೆತರಬಹುದು. ಆಸಕ್ತರು ಮೊಬೈಲ್ ಸಂಖ್ಯೆ 86605 87150ಕ್ಕೆ ಸಂಪರ್ಕಿಸಬಹುದು. ವಸತಿ ಸಹಿತ ಉಚಿತ ಶಿಕ್ಷಣ ನೀಡುವ ನವೋದಯ ವಿದ್ಯಾಲಯಗಳ ಪ್ರವೇಶ ಪರೀಕ್ಷೆಯಲ್ಲಿ ಗ್ರಾಮೀಣ ವಿದ್ಯಾರ್ಥಿಗಳು ಹೆಚ್ಚಿನ ಸಂಖ್ಯೆಯಲ್ಲಿ ಆಯ್ಕೆಯಾಗುವಂತೆ ತರಬೇತಿ ನೀಡಲಾಗುವುದು. 2026–27ನೇ ಸಾಲಿನ 6ನೇ ತರಗತಿ ಪ್ರವೇಶಕ್ಕೆ ಅರ್ಜಿ ಪ್ರಕ್ರಿಯೆ ಆರಂಭವಾಗಿದ್ದು, ವಿದ್ಯಾರ್ಥಿಗಳು ಇದರ ಸದುಪಯೋಗ ಪಡೆದುಕೊಳ್ಳಬೇಕು ಎಂದು ಮನವಿ ಮಾಡಿದ್ದಾರೆ. xyxy=(945,1814,1498,1981)
photo-notebook-distribution xyxy=(26,220,365,381)
vehicles-headline: 12 ದ್ವಿಚಕ್ರ ವಾಹನಗಳ ಪತ್ತೆ xyxy=(1028,1301,1416,1351)
june-day-item: ಜೂನ್ 23 – ಅಂತರರಾಷ್ಟ್ರೀಯ ಒಲಿಂಪಿಕ್ ದಿನ. xyxy=(1152,742,1362,758)
june-day-item: ಜೂನ್ 17 – ಮರುಭೂಮಿ ಮತ್ತು ಬರವನ್ನು ಎದುರಿಸಲು ವಿಶ್ವ ದಿನ. xyxy=(1152,545,1450,561)
notebook-headline xyxy=(26,114,365,196)
june-day-item: ಜೂನ್ 20 – ವಿಶ್ವ ನಿರಾಶ್ರಿತರ ದಿನ. xyxy=(1152,654,1308,670)
mining-headline-red: ಕೋಡಿಹಳ್ಳಿ ಚಂದ್ರಶೇಖರ್ ಶಾಶ್ವತ ಸ್ಥಗಿತಕ್ಕೆ ಆಗ್ರಹ xyxy=(511,163,1002,200)
page-number-badge: 2 xyxy=(1462,77,1489,104)
june-days-box xyxy=(1145,185,1500,939)
june-day-item: ಜೂನ್ 18 – ತಂದೆಯ ದಿನ (ಜೂನ್ ಮೂರನೇ ಭಾನುವಾರ) xyxy=(1152,611,1417,627)
june-day-item: ಜೂನ್ 16 – ಅಂತರರಾಷ್ಟ್ರೀಯ ಏಕೀಕರಣ ದಿನ. xyxy=(1152,523,1361,539)
scholarship-body-2: ನಲ್ಲಿ ಲಾಗಿನ್ ಆಗಿ NSP OTR ID ಜನರೇಟ್ ಮಾಡಿ ವಿದ್ಯಾರ್ಥಿ ವೇತನಕ್ಕೆ ಅರ್ಜಿ ಸಲ್ಲಿಸಬಹುದು. ಮೆಟ್ರಿಕ್ ಪೂರ್ವ ವಿದ್ಯಾರ್ಥಿ ವೇತನಕ್ಕೆ ಪೋರ್ಟಲ್ xyxy=(26,1095,365,1148)
june-day-item: ಜೂನ್ 15 – ವಿಶ್ವ ಅಪ್ಪಂದಿರ ದಿನಾಚರಣೆ xyxy=(1152,502,1335,517)
scholarship-headline-2: ವಿದ್ಯಾರ್ಥಿಗಳಿಂದ ಅರ್ಜಿ ಆಹ್ವಾನ xyxy=(72,984,320,1013)
